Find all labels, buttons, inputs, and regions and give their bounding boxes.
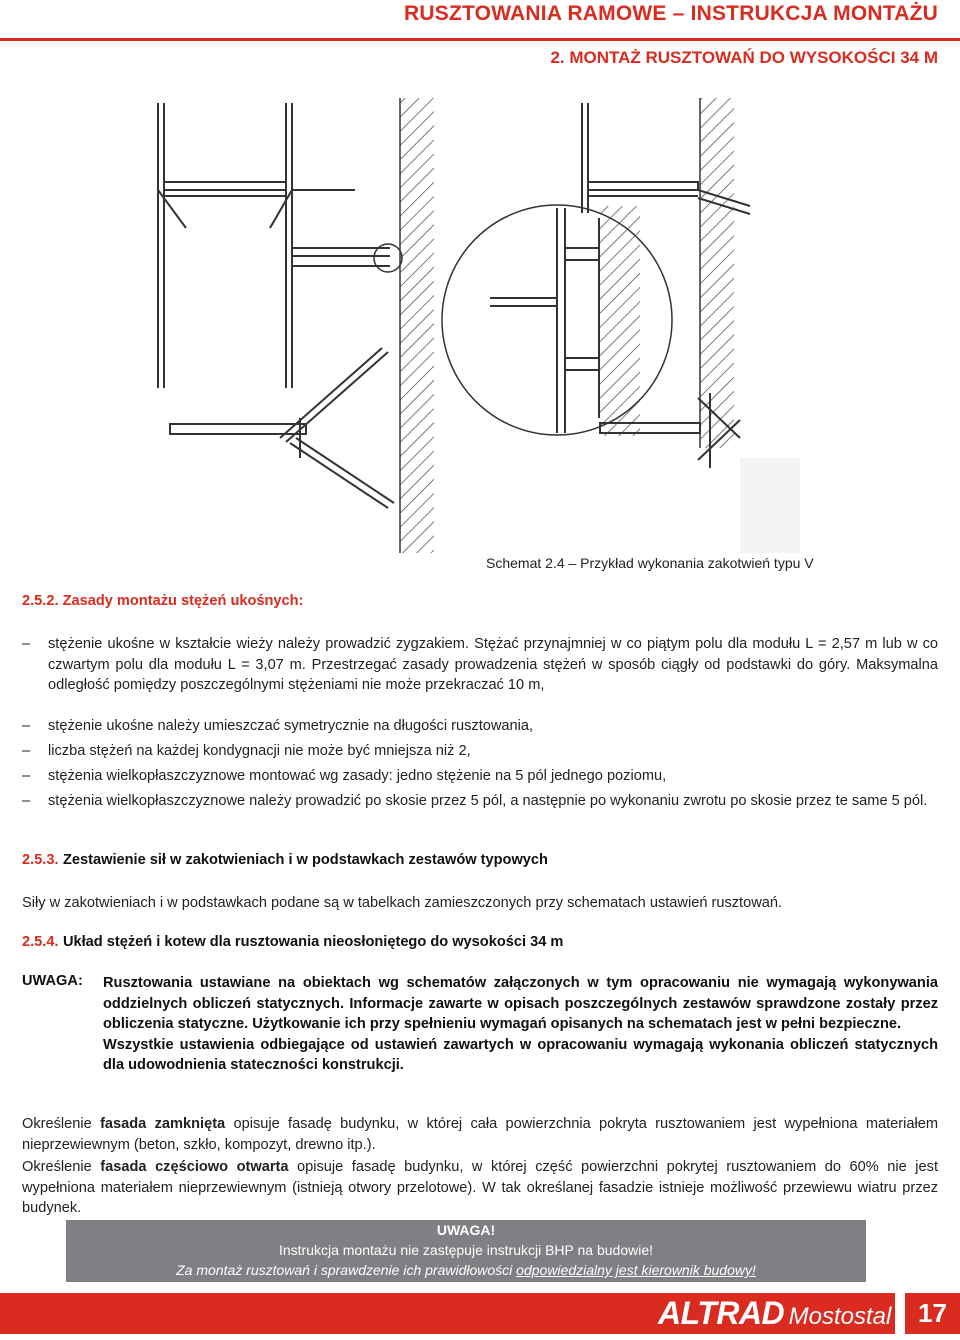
- section-2-5-3-text: Siły w zakotwieniach i w podstawkach podane są w tabelkach zamieszczonych przy schematach ustawień rusztowań.: [22, 895, 783, 911]
- warning-paragraph-2: Wszystkie ustawienia odbiegające od ustawień zawartych w opracowaniu wymagają wykonania obliczeń statycznych dla udowodnienia stateczności konstrukcji.: [103, 1036, 938, 1073]
- definition-open-facade: [22, 1157, 938, 1219]
- wall-left: [400, 98, 434, 553]
- list-item: stężenia wielkopłaszczyznowe montować wg zasady: jedno stężenie na 5 pól jednego poziomu,: [48, 768, 667, 784]
- note-line-1: Instrukcja montażu nie zastępuje instrukcji BHP na budowie!: [278, 1242, 654, 1258]
- warning-label: UWAGA:: [22, 973, 83, 989]
- section-2-5-3-heading: [22, 851, 548, 869]
- list-item: stężenie ukośne w kształcie wieży należy prowadzić zygzakiem. Stężać przynajmniej w co piątym polu dla modułu L = 2,57 m lub w co czwartym polu dla modułu L = 3,07 m. Przestrzegać zasady prowadzenia stężeń w sposób ciągły od podstawki do góry. Maksymalna odległość pomiędzy poszczególnymi stężeniami nie może przekraczać 10 m,: [48, 636, 938, 693]
- list-dash: –: [22, 636, 31, 652]
- definition-prefix: Określenie: [22, 1159, 101, 1175]
- header-divider: [0, 38, 960, 41]
- note-line-2-underlined: odpowiedzialny jest kierownik budowy!: [516, 1262, 756, 1278]
- list-item: stężenia wielkopłaszczyznowe należy prowadzić po skosie przez 5 pól, a następnie po wykonaniu zwrotu po skosie przez te same 5 pól.: [48, 793, 928, 809]
- figure-caption: Schemat 2.4 – Przykład wykonania zakotwień typu V: [486, 555, 814, 571]
- note-title: UWAGA!: [436, 1222, 496, 1238]
- list-dash: –: [22, 718, 31, 734]
- anchor-diagram: [150, 98, 810, 553]
- list-dash: –: [22, 743, 31, 759]
- section-2-5-2-heading: 2.5.2. Zasady montażu stężeń ukośnych:: [22, 593, 304, 609]
- list-dash: –: [22, 768, 31, 784]
- note-line-2-text: Za montaż rusztowań i sprawdzenie ich prawidłowości: [176, 1262, 517, 1278]
- brand-sub: Mostostal: [788, 1303, 892, 1330]
- warning-paragraph-1: Rusztowania ustawiane na obiektach wg schematów załączonych w tym opracowaniu nie wymagają wykonywania oddzielnych obliczeń statycznych. Informacje zawarte w opisach poszczególnych zestawów sprawdzone zostały przez obliczenia statyczne. Użytkowanie ich przy spełnieniu wymagań opisanych na schematach jest w pełni bezpieczne.: [103, 975, 938, 1032]
- list-item: liczba stężeń na każdej kondygnacji nie może być mniejsza niż 2,: [48, 743, 471, 759]
- definition-prefix: Określenie: [22, 1116, 101, 1132]
- brand-main: ALTRAD: [658, 1295, 785, 1331]
- section-title: Układ stężeń i kotew dla rusztowania nieosłoniętego do wysokości 34 m: [62, 934, 564, 950]
- list-dash: –: [22, 793, 31, 809]
- definition-body: opisuje fasadę budynku, w której część powierzchni pokrytej rusztowaniem do 60% nie jest wypełniona materiałem nieprzewiewnym (istnieją otwory przelotowe). W tak określanej fasadzie istnieje możliwość przewiewu wiatru przez budynek.: [22, 1159, 939, 1216]
- document-title: RUSZTOWANIA RAMOWE – INSTRUKCJA MONTAŻU: [404, 2, 938, 25]
- footer-gap: [895, 1293, 905, 1334]
- safety-note-box: [66, 1220, 866, 1282]
- page-number: 17: [905, 1293, 960, 1334]
- section-number: 2.5.4.: [22, 934, 59, 950]
- note-line-2: [66, 1260, 866, 1280]
- wall-right: [700, 98, 734, 448]
- section-title: Zestawienie sił w zakotwieniach i w podstawkach zestawów typowych: [62, 852, 548, 868]
- definition-closed-facade: [22, 1114, 938, 1155]
- section-number: 2.5.3.: [22, 852, 59, 868]
- definition-term: fasada zamknięta: [100, 1116, 226, 1132]
- list-item: stężenie ukośne należy umieszczać symetrycznie na długości rusztowania,: [48, 718, 534, 734]
- chapter-title: 2. MONTAŻ RUSZTOWAŃ DO WYSOKOŚCI 34 M: [550, 48, 938, 67]
- definition-body: opisuje fasadę budynku, w której cała powierzchnia pokryta rusztowaniem jest wypełniona materiałem nieprzewiewnym (beton, szkło, kompozyt, drewno itp.).: [22, 1116, 938, 1153]
- warning-text: [103, 973, 938, 1076]
- definition-term: fasada częściowo otwarta: [100, 1159, 289, 1175]
- brand-logo: [658, 1293, 891, 1334]
- section-2-5-4-heading: [22, 933, 563, 951]
